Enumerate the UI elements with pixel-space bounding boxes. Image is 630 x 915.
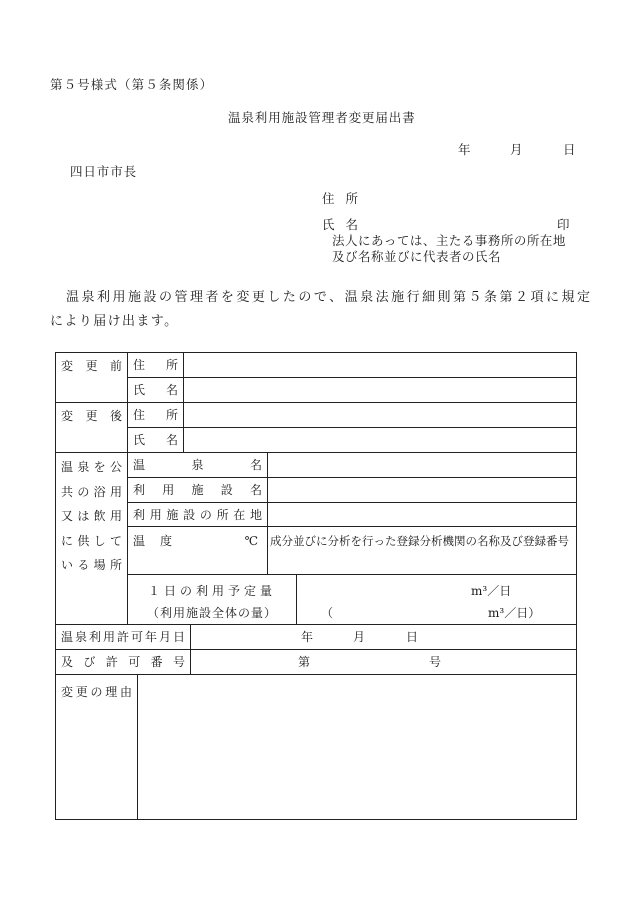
- usage-label-cell: [128, 575, 297, 625]
- permit-number-suffix: 号: [429, 655, 442, 669]
- date-month-label: 月: [510, 142, 523, 157]
- applicant-name-label: [322, 218, 358, 232]
- facility-location-label: 利用施設の所在地: [133, 507, 263, 522]
- facility-name-label-cell: [128, 478, 268, 503]
- permit-day-label: 日: [406, 630, 419, 644]
- before-change-label: 変更前: [61, 359, 122, 373]
- table-row: [56, 527, 577, 575]
- permit-number-label: 及び許可番号: [61, 655, 186, 669]
- form-number: 第５号様式（第５条関係）: [50, 77, 214, 92]
- permit-date-label: 温泉利用許可年月日: [61, 630, 186, 644]
- place-label-line-2: 共の浴用: [61, 484, 122, 499]
- table-row: [56, 625, 577, 650]
- facility-name-field: [268, 478, 577, 503]
- spring-name-field: [268, 453, 577, 478]
- table-row: [56, 503, 577, 527]
- applicant-address-label: [322, 192, 358, 206]
- facility-location-field: [268, 503, 577, 527]
- place-label-cell: [56, 453, 128, 625]
- after-address-label-cell: [128, 403, 184, 428]
- spring-name-label: 温泉名: [133, 458, 263, 472]
- reason-label: 変更の理由: [61, 685, 132, 699]
- table-row: [56, 403, 577, 428]
- table-row: [56, 650, 577, 675]
- table-row: [56, 478, 577, 503]
- permit-year-label: 年: [301, 630, 314, 644]
- after-change-cell: [56, 403, 128, 453]
- temperature-cell: [128, 527, 268, 575]
- reason-field: [138, 675, 577, 820]
- before-name-field: [184, 378, 577, 403]
- temperature-label: 温度: [133, 534, 172, 548]
- temperature-unit: ℃: [244, 534, 259, 548]
- notification-table: [55, 352, 577, 820]
- applicant-address-text: 住所: [322, 191, 358, 206]
- facility-location-label-cell: [128, 503, 268, 527]
- before-name-label-cell: [128, 378, 184, 403]
- after-name-label: 氏名: [133, 433, 179, 447]
- permit-month-label: 月: [353, 630, 366, 644]
- date-year-label: 年: [458, 142, 471, 157]
- total-unit: m³／日）: [488, 606, 541, 620]
- place-label-line-4: に供して: [61, 533, 122, 548]
- reason-label-cell: [56, 675, 138, 820]
- applicant-note-line-1: 法人にあっては、主たる事務所の所在地: [332, 233, 566, 248]
- before-address-label-cell: [128, 353, 184, 378]
- permit-date-field: [191, 625, 577, 650]
- before-name-label: 氏名: [133, 383, 179, 397]
- permit-date-label-cell: [56, 625, 191, 650]
- temperature-row: [133, 534, 262, 548]
- analysis-label: 成分並びに分析を行った登録分析機関の名称及び登録番号: [270, 534, 570, 548]
- facility-name-label: 利用施設名: [133, 483, 263, 497]
- addressee: 四日市市長: [70, 164, 138, 179]
- before-address-label: 住所: [133, 358, 179, 372]
- total-quantity-line: [302, 602, 571, 624]
- table-row: [56, 428, 577, 453]
- before-address-field: [184, 353, 577, 378]
- usage-label-line-1: １日の利用予定量: [148, 584, 277, 598]
- applicant-name-text: 氏名: [322, 217, 358, 232]
- permit-number-prefix: 第: [298, 655, 311, 669]
- applicant-note-line-2: 及び名称並びに代表者の氏名: [332, 249, 502, 264]
- analysis-cell: [268, 527, 577, 575]
- table-row: [56, 378, 577, 403]
- place-label-line-3: 又は飲用: [61, 509, 122, 523]
- table-row: [56, 353, 577, 378]
- daily-unit: m³／日: [471, 584, 512, 598]
- before-change-cell: [56, 353, 128, 403]
- statement-line-1: 温泉利用施設の管理者を変更したので、温泉法施行細則第５条第２項に規定: [66, 290, 590, 305]
- permit-number-field: [191, 650, 577, 675]
- statement-line-2: により届け出ます。: [50, 314, 179, 329]
- permit-number-label-cell: [56, 650, 191, 675]
- usage-quantity-cell: [297, 575, 577, 625]
- spring-name-label-cell: [128, 453, 268, 478]
- table-row: [56, 575, 577, 625]
- date-day-label: 日: [563, 142, 576, 157]
- seal-mark: 印: [557, 217, 570, 232]
- after-change-label: 変更後: [61, 409, 122, 423]
- after-address-label: 住所: [133, 408, 179, 422]
- after-address-field: [184, 403, 577, 428]
- after-name-label-cell: [128, 428, 184, 453]
- table-row: [56, 675, 577, 820]
- total-paren-open: （: [321, 606, 334, 620]
- place-label-line-1: 温泉を公: [61, 460, 122, 474]
- table-row: [56, 453, 577, 478]
- after-name-field: [184, 428, 577, 453]
- usage-label-line-2: （利用施設全体の量）: [147, 606, 278, 620]
- form-title: 温泉利用施設管理者変更届出書: [228, 110, 416, 125]
- place-label-line-5: いる場所: [61, 558, 122, 572]
